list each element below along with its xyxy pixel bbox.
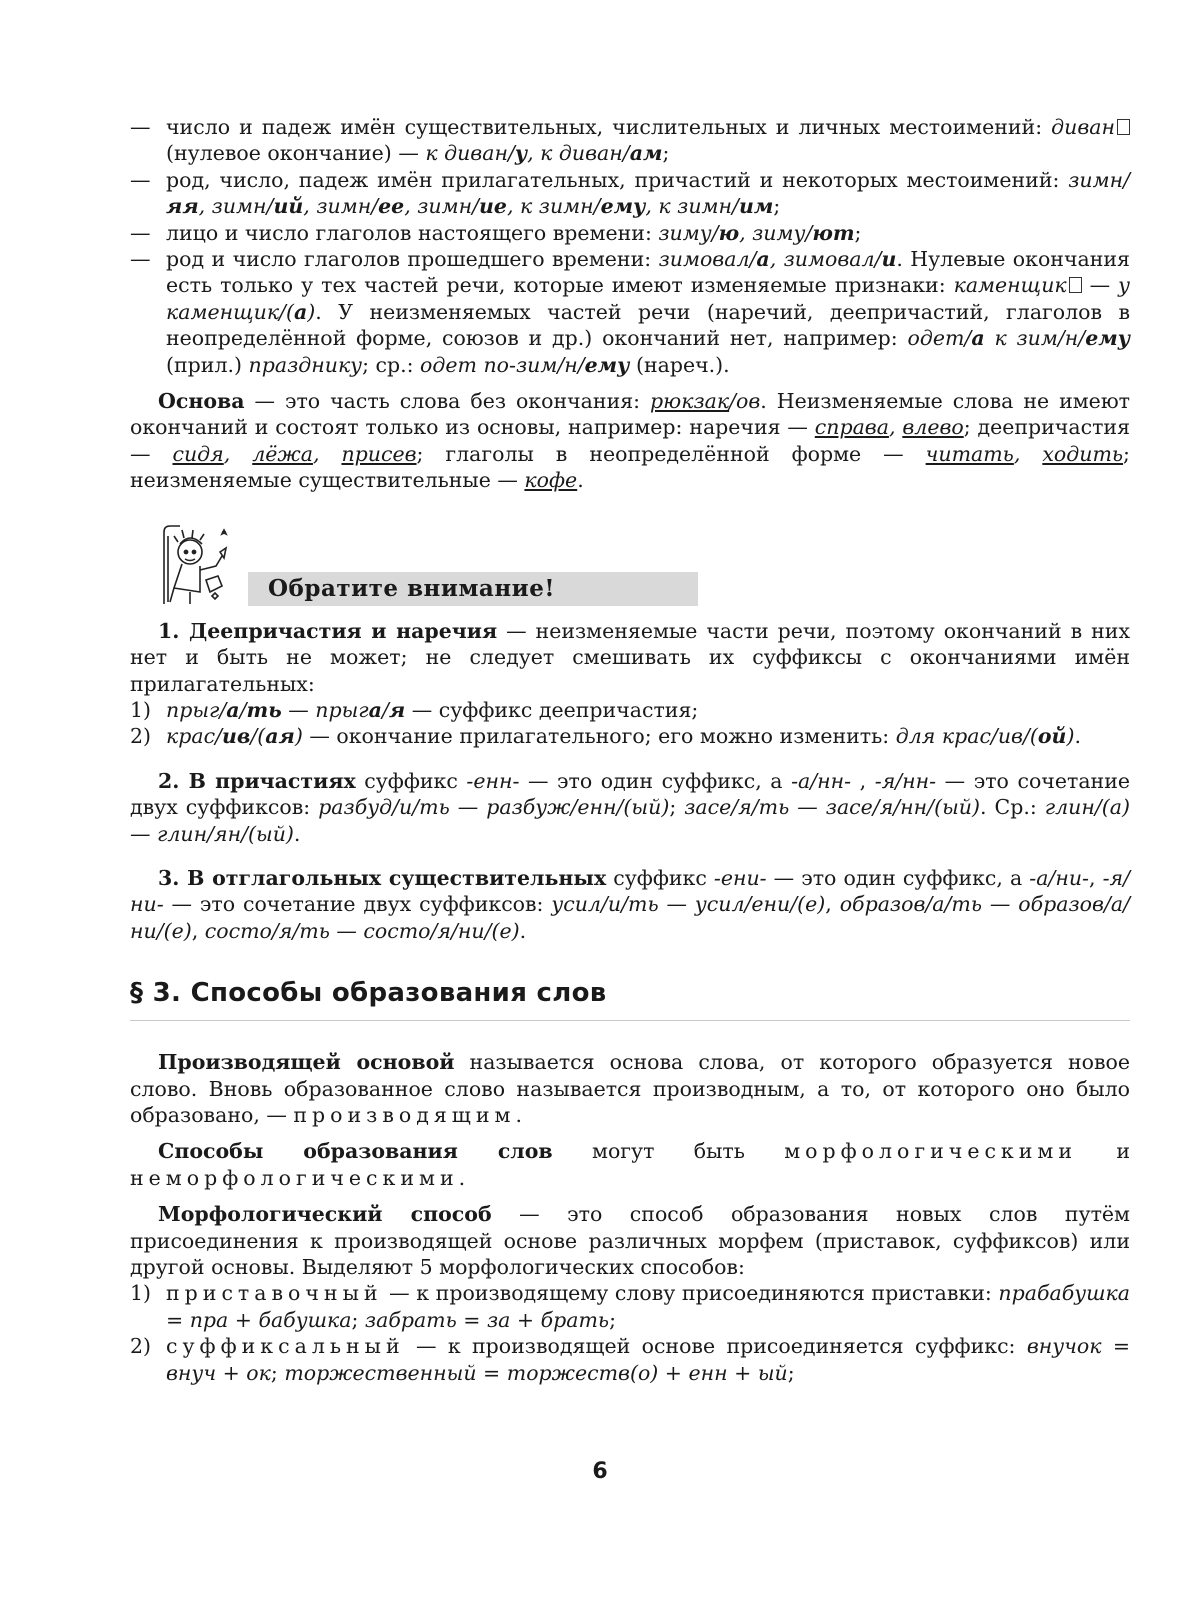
list-item: — род и число глаголов прошедшего времени: зимовал/а, зимовал/и. Нулевые окончания есть только у тех частей речи, которые имеют изменяемые признаки: каменщик — у каменщик/(а). У неизменяемых частей речи (наречий, деепричастий, глаголов в неопределённой форме, союзов и др.) окончаний нет, например: одет/а к зим/н/ему (прил.) празднику; ср.: одет по-зим/н/ему (нареч.). xyxy=(130,247,1130,377)
osnova-paragraph: Основа — это часть слова без окончания: рюкзак/ов. Неизменяемые слова не имеют окончаний и состоят только из основы, например: наречия — справа, влево; деепричастия — сидя, лёжа, присев; глаголы в неопределённой форме — читать, ходить; неизменяемые существительные — кофе. xyxy=(130,389,1131,493)
attention-block xyxy=(130,522,1130,604)
attention-banner: Обратите внимание! xyxy=(248,572,698,606)
paragraph: Способы образования слов могут быть морфологическими и неморфологическими. xyxy=(130,1139,1130,1190)
note-paragraph: 2. В причастиях суффикс -енн- — это один суффикс, а -а/нн- , -я/нн- — это сочетание двух суффиксов: разбуд/и/ть — разбуж/енн/(ый); засе/я/ть — засе/я/нн/(ый). Ср.: глин/(а) — глин/ян/(ый). xyxy=(130,768,1130,846)
list-item: — род, число, падеж имён прилагательных, причастий и некоторых местоимений: зимн/яя, зимн/ий, зимн/ее, зимн/ие, к зимн/ему, к зимн/им; xyxy=(130,167,1130,219)
list-item: — лицо и число глаголов настоящего времени: зиму/ю, зиму/ют; xyxy=(130,220,862,245)
list-item: 1) приставочный — к производящему слову присоединяются приставки: прабабушка = пра + бабушка; забрать = за + брать; xyxy=(130,1281,1130,1332)
list-item: 2) крас/ив/(ая) — окончание прилагательного; его можно изменить: для крас/ив/(ой). xyxy=(130,724,1081,749)
section-title: § 3. Способы образования слов xyxy=(130,978,607,1009)
note-paragraph: 1. Деепричастия и наречия — неизменяемые части речи, поэтому окончаний в них нет и быть не может; не следует смешивать их суффиксы с окончаниями имён прилагательных: xyxy=(130,618,1131,696)
zero-ending-box xyxy=(1117,119,1130,135)
list-item: 1) прыг/а/ть — прыга/я — суффикс деепричастия; xyxy=(130,697,699,722)
page-content xyxy=(130,114,1130,1386)
list-item: — число и падеж имён существительных, числительных и личных местоимений: диван (нулевое окончание) — к диван/у, к диван/ам; xyxy=(130,114,1130,167)
student-illustration-icon xyxy=(160,522,232,606)
paragraph: Производящей основой называется основа слова, от которого образуется новое слово. Вновь образованное слово называется производным, а то, от которого оно было образовано, — производящим. xyxy=(130,1050,1130,1127)
paragraph: Морфологический способ — это способ образования новых слов путём присоединения к производящей основе различных морфем (приставок, суффиксов) или другой основы. Выделяют 5 морфологических способов: xyxy=(130,1202,1131,1279)
note-paragraph: 3. В отглагольных существительных суффикс -ени- — это один суффикс, а -а/ни-, -я/ни- — это сочетание двух суффиксов: усил/и/ть — усил/ени/(е), образов/а/ть — образов/а/ни/(е), состо/я/ть — состо/я/ни/(е). xyxy=(130,865,1130,943)
page-number: 6 xyxy=(592,1459,608,1484)
section-divider xyxy=(130,1020,1130,1021)
zero-ending-box xyxy=(1069,277,1082,293)
list-item: 2) суффиксальный — к производящей основе присоединяется суффикс: внучок = внуч + ок; торжественный = торжеств(о) + енн + ый; xyxy=(130,1334,1130,1385)
